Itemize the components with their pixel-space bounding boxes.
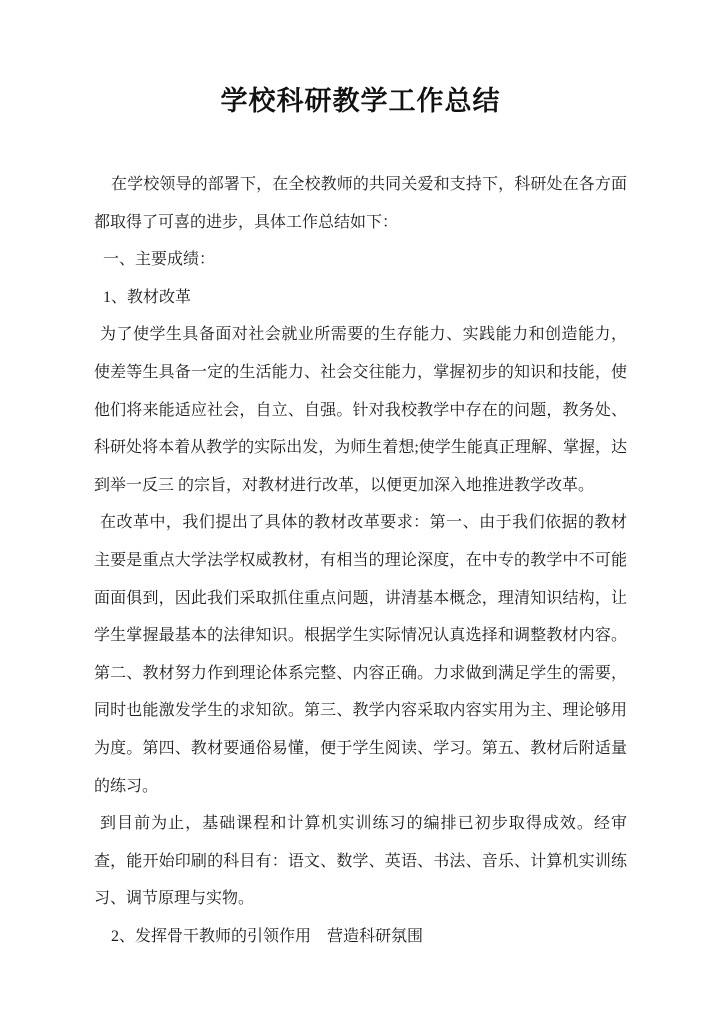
- heading-item-1: 1、教材改革: [103, 288, 192, 306]
- paragraph-progress: 到目前为止，基础课程和计算机实训练习的编排已初步取得成效。经审查，能开始印刷的科目有：语文、数学、英语、书法、音乐、计算机实训练习、调节原理与实物。: [94, 815, 627, 908]
- paragraph-intro: 在学校领导的部署下，在全校教师的共同关爱和支持下，科研处在各方面都取得了可喜的进步，具体工作总结如下：: [94, 176, 627, 231]
- paragraph-reform-goal: 为了使学生具备面对社会就业所需要的生存能力、实践能力和创造能力，使差等生具备一定的生活能力、社会交往能力，掌握初步的知识和技能，使他们将来能适应社会，自立、自强。针对我校教学中存在的问题，教务处、科研处将本着从教学的实际出发，为师生着想;使学生能真正理解、掌握，达到举一反三 的宗旨，对教材进行改革，以便更加深入地推进教学改革。: [94, 326, 627, 494]
- paragraph-reform-requirements: 在改革中，我们提出了具体的教材改革要求：第一、由于我们依据的教材主要是重点大学法学权威教材，有相当的理论深度，在中专的教学中不可能面面俱到，因此我们采取抓住重点问题，讲清基本概念，理清知识结构，让学生掌握最基本的法律知识。根据学生实际情况认真选择和调整教材内容。第二、教材努力作到理论体系完整、内容正确。力求做到满足学生的需要，同时也能激发学生的求知欲。第三、教学内容采取内容实用为主、理论够用为度。第四、教材要通俗易懂，便于学生阅读、学习。第五、教材后附适量的练习。: [94, 514, 627, 795]
- document-body: [94, 166, 627, 955]
- heading-section-1: 一、主要成绩：: [103, 251, 216, 269]
- document-title: 学校科研教学工作总结: [220, 86, 501, 116]
- heading-item-2: 2、发挥骨干教师的引领作用 营造科研氛围: [111, 927, 424, 945]
